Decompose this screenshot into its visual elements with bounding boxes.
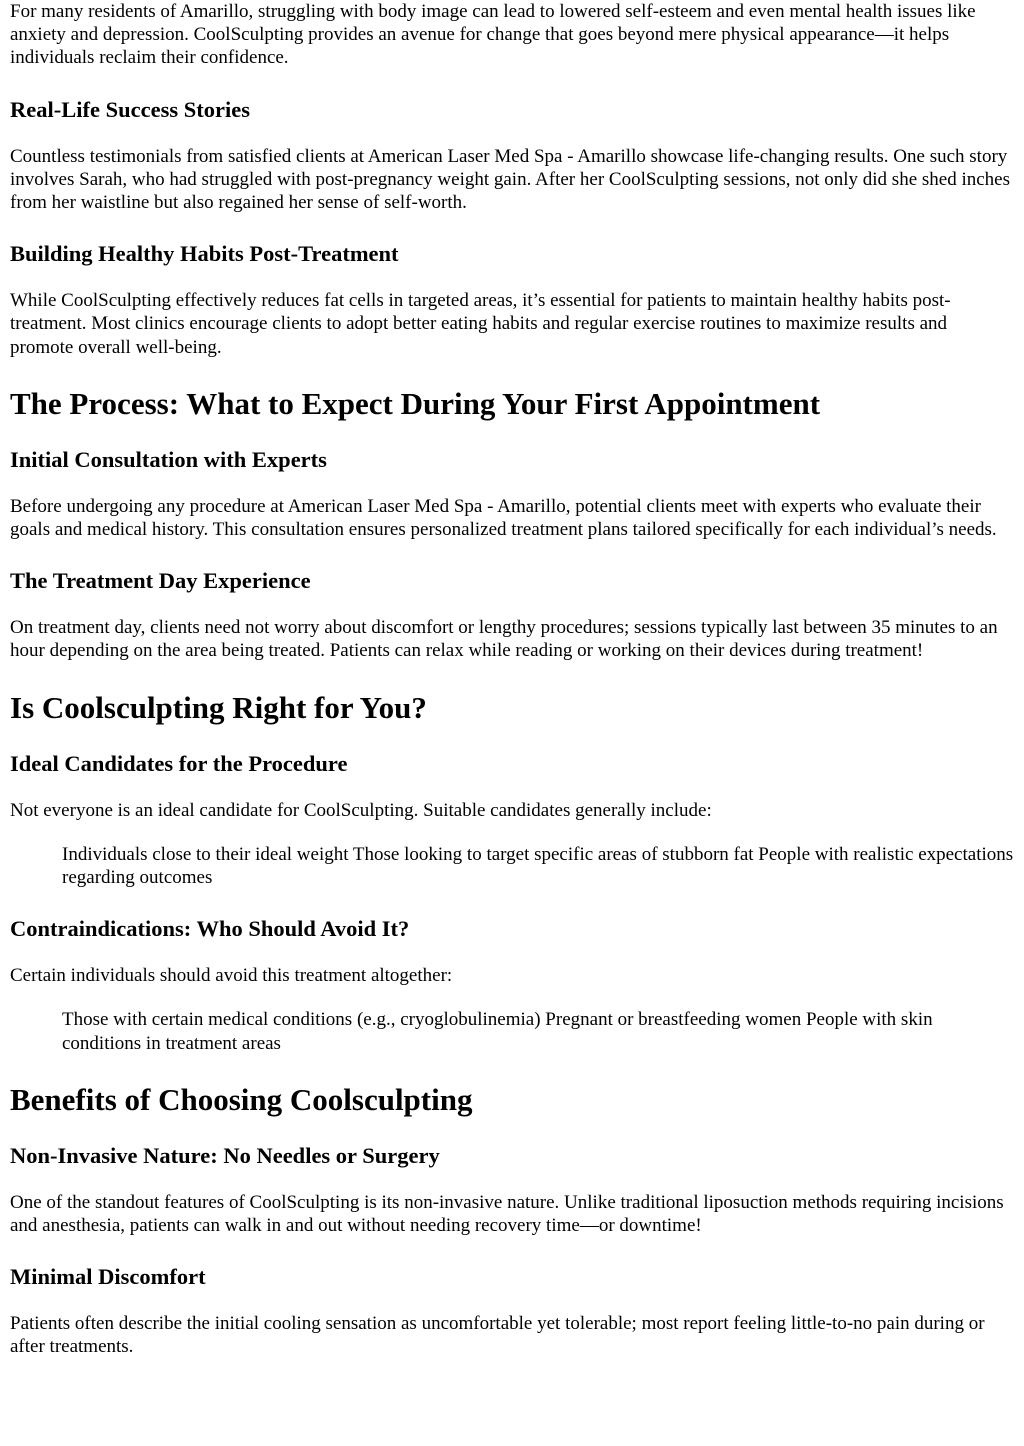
benefits-heading: Benefits of Choosing Coolsculpting — [10, 1081, 473, 1117]
list-item: Individuals close to their ideal weight Those looking to target specific areas of stubborn fat People with realistic expectations regarding outcomes — [62, 843, 1014, 889]
minimal-discomfort-paragraph: Patients often describe the initial cooling sensation as uncomfortable yet tolerable; most report feeling little-to-no pain during or after treatments. — [10, 1313, 985, 1358]
success-stories-heading: Real-Life Success Stories — [10, 96, 250, 122]
non-invasive-paragraph: One of the standout features of CoolSculpting is its non-invasive nature. Unlike traditional liposuction methods requiring incisions and anesthesia, patients can walk in and out without needing recovery time—or downtime! — [10, 1191, 1004, 1237]
right-for-you-heading: Is Coolsculpting Right for You? — [10, 689, 427, 725]
contraindications-heading: Contraindications: Who Should Avoid It? — [10, 916, 410, 942]
treatment-day-heading: The Treatment Day Experience — [10, 568, 311, 594]
success-stories-paragraph: Countless testimonials from satisfied clients at American Laser Med Spa - Amarillo showcase life-changing results. One such story involves Sarah, who had struggled with post-pregnancy weight gain. After her CoolSculpting sessions, not only did she shed inches from her waistline but also regained her sense of self-worth. — [10, 145, 1010, 214]
list-item: Those with certain medical conditions (e.g., cryoglobulinemia) Pregnant or breastfeeding women People with skin conditions in treatment areas — [62, 1009, 933, 1054]
candidates-paragraph: Not everyone is an ideal candidate for CoolSculpting. Suitable candidates generally include: — [10, 799, 712, 821]
intro-paragraph: For many residents of Amarillo, struggling with body image can lead to lowered self-esteem and even mental health issues like anxiety and depression. CoolSculpting provides an avenue for change that goes beyond mere physical appearance—it helps individuals reclaim their confidence. — [10, 1, 976, 69]
treatment-day-paragraph: On treatment day, clients need not worry about discomfort or lengthy procedures; sessions typically last between 35 minutes to an hour depending on the area being treated. Patients can relax while reading or working on their devices during treatment! — [10, 617, 998, 662]
healthy-habits-paragraph: While CoolSculpting effectively reduces fat cells in targeted areas, it’s essential for patients to maintain healthy habits post-treatment. Most clinics encourage clients to adopt better eating habits and regular exercise routines to maximize results and promote overall well-being. — [10, 290, 951, 358]
non-invasive-heading: Non-Invasive Nature: No Needles or Surgery — [10, 1142, 440, 1168]
consultation-heading: Initial Consultation with Experts — [10, 446, 327, 472]
candidates-list — [10, 843, 1014, 889]
process-heading: The Process: What to Expect During Your First Appointment — [10, 385, 821, 421]
minimal-discomfort-heading: Minimal Discomfort — [10, 1264, 206, 1290]
consultation-paragraph: Before undergoing any procedure at American Laser Med Spa - Amarillo, potential clients meet with experts who evaluate their goals and medical history. This consultation ensures personalized treatment plans tailored specifically for each individual’s needs. — [10, 495, 997, 541]
healthy-habits-heading: Building Healthy Habits Post-Treatment — [10, 241, 399, 267]
contraindications-paragraph: Certain individuals should avoid this treatment altogether: — [10, 965, 453, 987]
contraindications-list — [10, 1008, 1014, 1054]
candidates-heading: Ideal Candidates for the Procedure — [10, 750, 348, 776]
